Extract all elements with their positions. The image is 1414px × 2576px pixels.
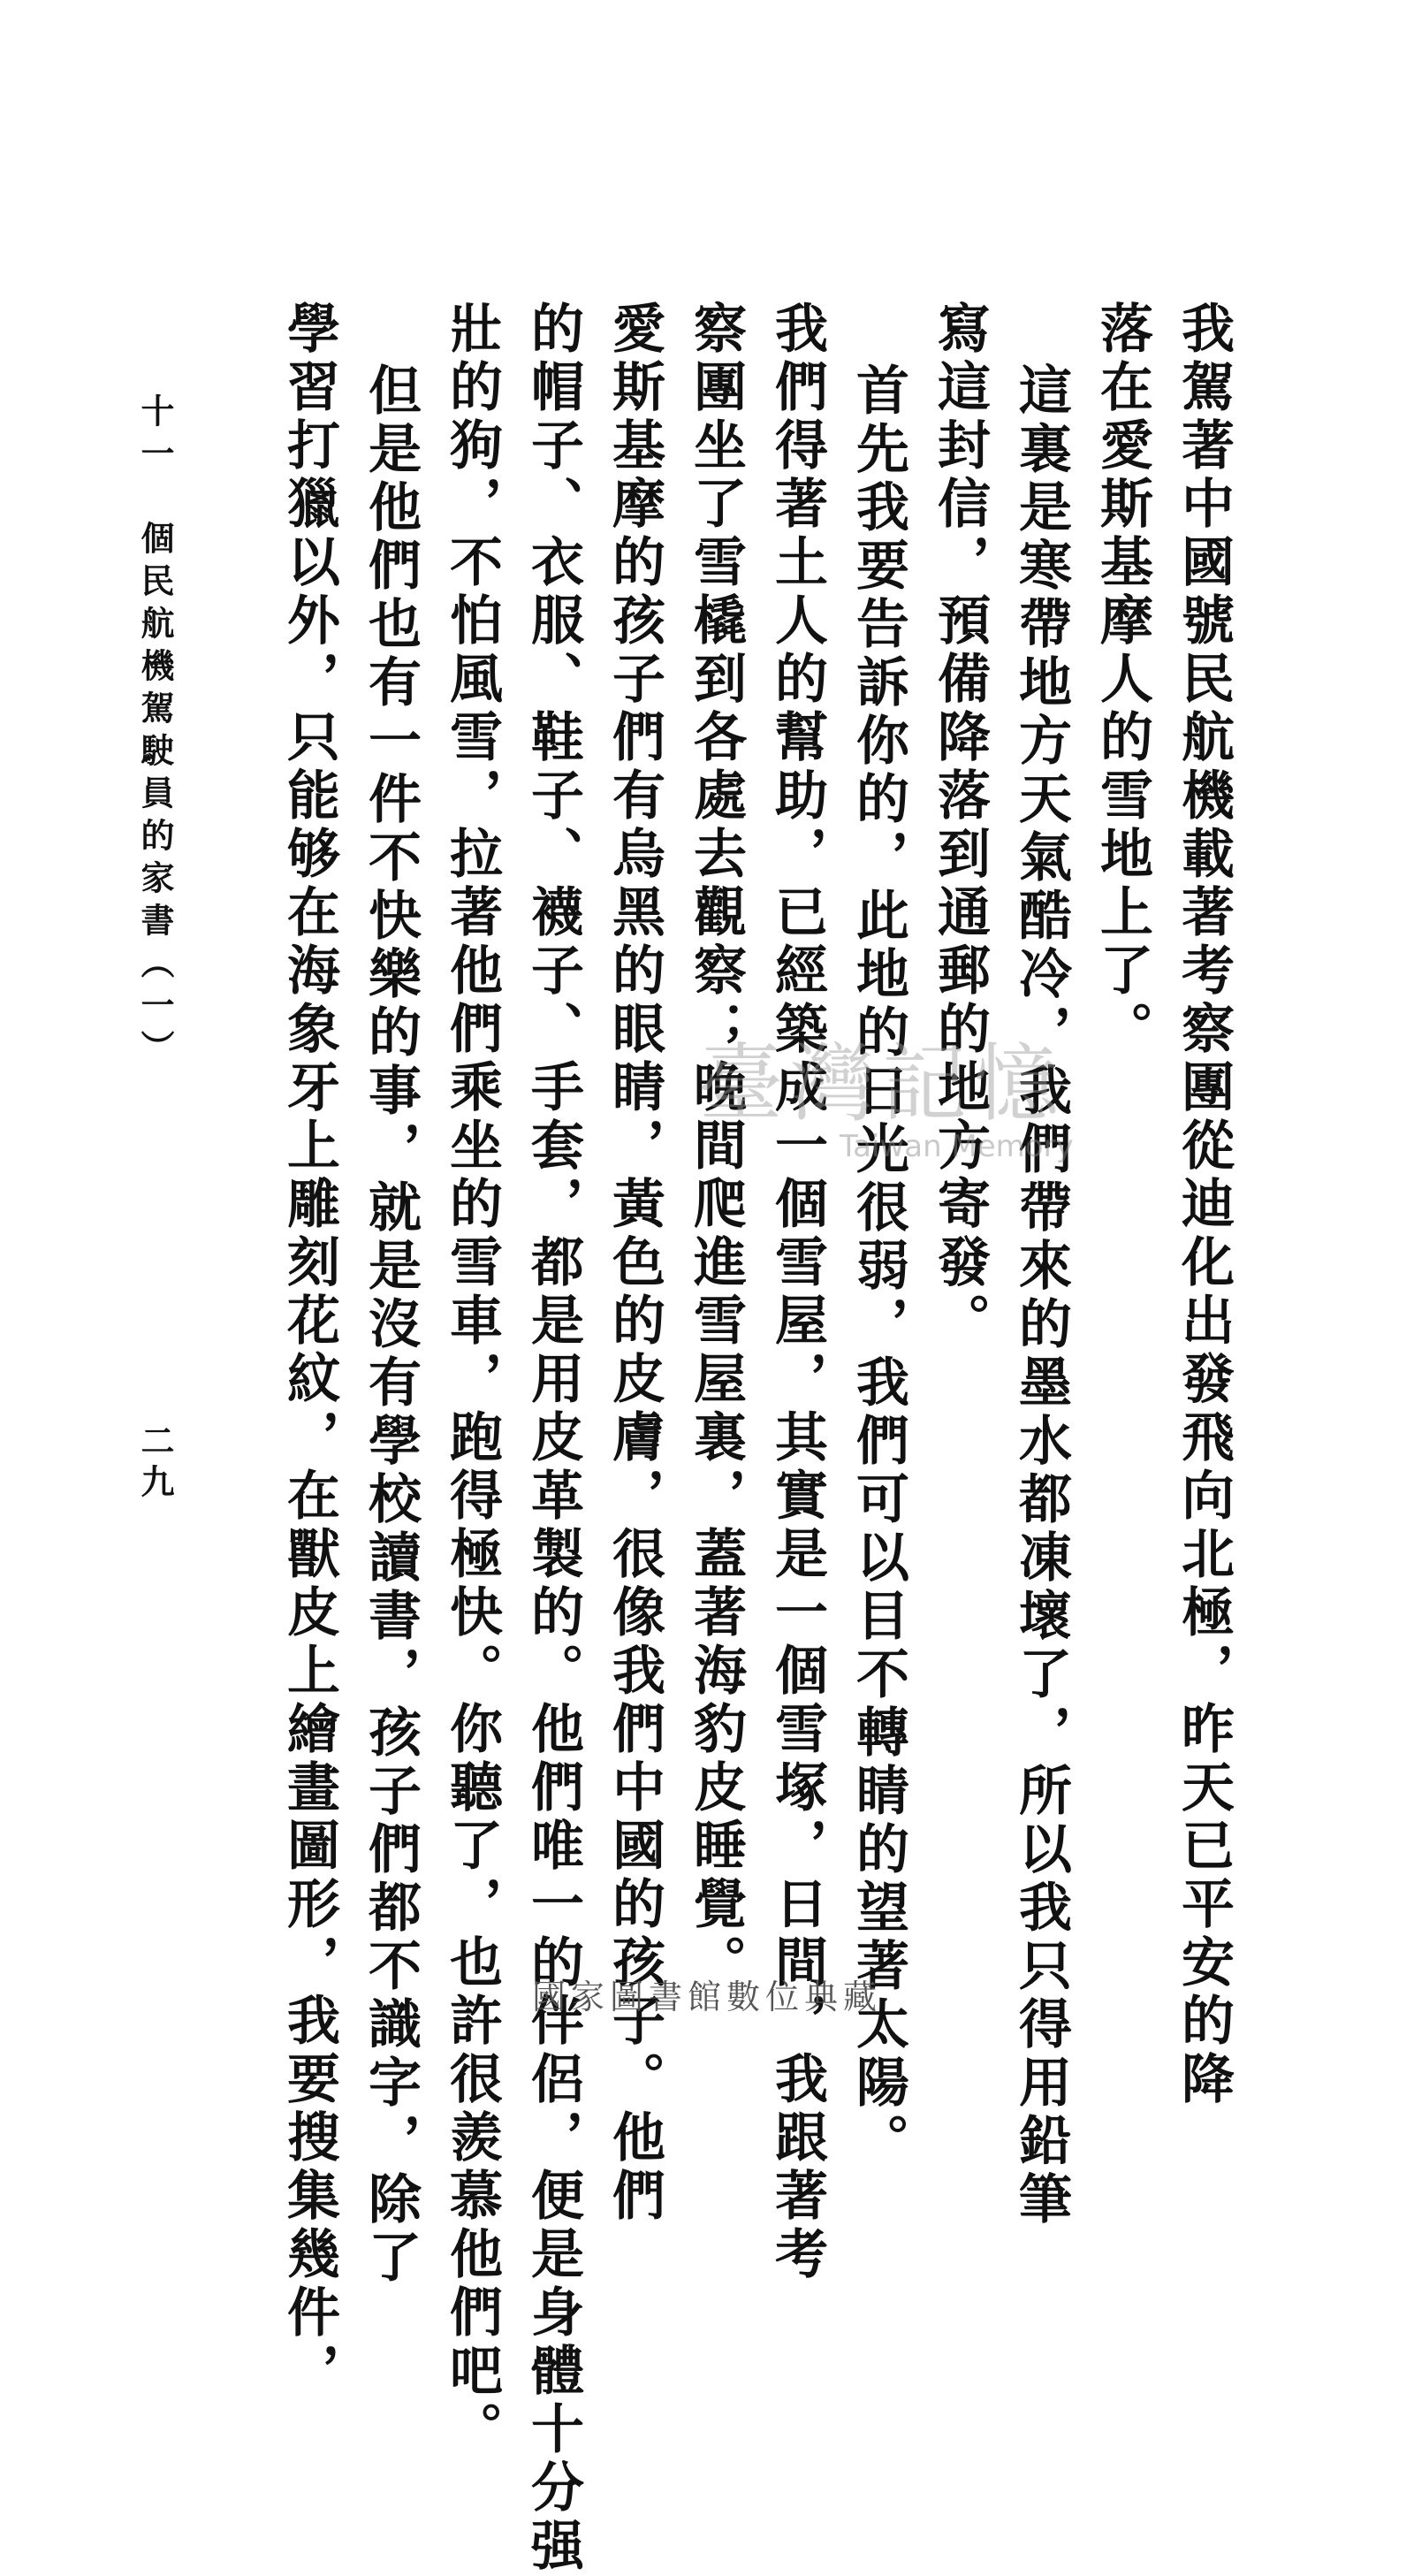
text-column-4: 寫這封信，預備降落到通郵的地方寄發。	[929, 301, 991, 1351]
collection-footer: 國家圖書館數位典藏	[531, 1978, 882, 2016]
text-column-10: 壯的狗，不怕風雪，拉著他們乘坐的雪車，跑得極快。你聽了，也許很羨慕他們吧。	[441, 301, 503, 2459]
text-column-2: 落在愛斯基摩人的雪地上了。	[1091, 301, 1153, 1059]
running-head: 十一 個民航機駕駛員的家書（一）	[135, 393, 175, 1072]
text-column-1: 我駕著中國號民航機載著考察團從迪化出發飛向北極，昨天已平安的降	[1173, 301, 1235, 2109]
text-column-11: 但是他們也有一件不快樂的事，就是沒有學校讀書，孩子們都不識字，除了	[360, 362, 422, 2288]
text-column-12: 學習打獵以外，只能够在海象牙上雕刻花紋，在獸皮上繪畫圖形，我要搜集幾件，	[278, 301, 340, 2401]
text-column-8: 愛斯基摩的孩子們有烏黑的眼睛，黃色的皮膚，很像我們中國的孩子。他們	[604, 301, 665, 2226]
text-column-5: 首先我要告訴你的，此地的日光很弱，我們可以目不轉睛的望著太陽。	[848, 362, 909, 2171]
watermark-subtitle: Taiwan Memory	[840, 1129, 1074, 1164]
text-column-7: 察團坐了雪橇到各處去觀察；晚間爬進雪屋裏，蓋著海豹皮睡覺。	[685, 301, 747, 1993]
text-column-3: 這裏是寒帶地方天氣酷冷，我們帶來的墨水都凍壞了，所以我只得用鉛筆	[1010, 362, 1072, 2229]
text-column-9: 的帽子、衣服、鞋子、襪子、手套，都是用皮革製的。他們唯一的伴侶，便是身體十分强	[522, 301, 584, 2576]
page-number: 二九	[135, 1423, 175, 1505]
watermark-title: 臺灣記憶	[698, 1034, 1066, 1133]
text-column-6: 我們得著土人的幫助，已經築成一個雪屋，其實是一個雪塚，日間，我跟著考	[766, 301, 828, 2284]
